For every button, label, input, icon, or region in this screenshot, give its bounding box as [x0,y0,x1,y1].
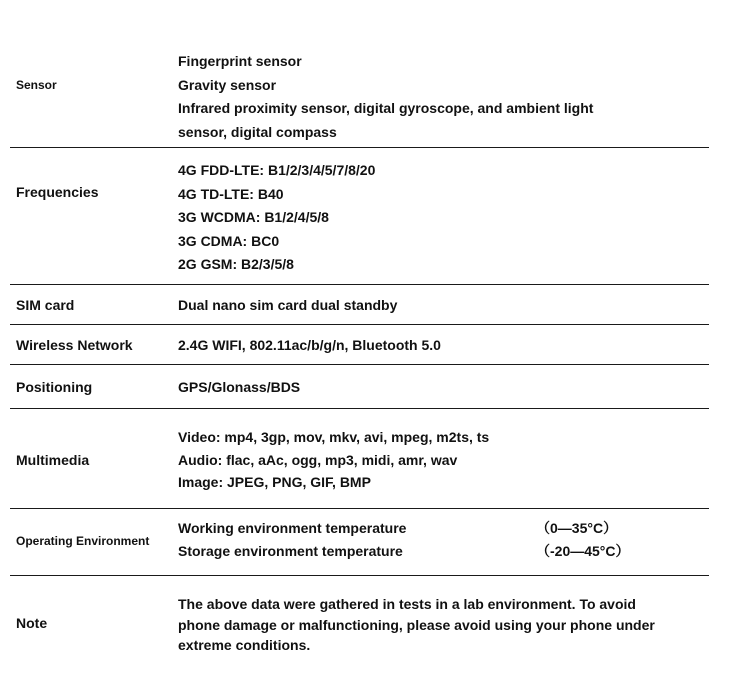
environment-range: （-20—45°C） [536,543,630,559]
spec-table [10,0,709,676]
environment-name: Working environment temperature [178,520,407,536]
spec-row-sim-card [10,285,709,325]
positioning-text: GPS/Glonass/BDS [178,379,301,395]
frequency-line: 2G GSM: B2/3/5/8 [178,256,294,272]
frequency-line: 4G TD-LTE: B40 [178,185,284,202]
spec-row-frequencies [10,148,709,285]
sensor-line: Infrared proximity sensor, digital gyroscope, and ambient light [178,100,594,116]
spec-value-positioning [178,378,701,396]
spec-row-note [10,576,709,676]
spec-label-positioning: Positioning [16,379,93,395]
environment-item [178,519,678,542]
spec-label-operating-environment: Operating Environment [16,534,150,548]
note-line: The above data were gathered in tests in a lab environment. To avoid [178,596,636,612]
environment-item [178,542,678,565]
spec-value-multimedia [178,426,701,494]
spec-row-wireless-network [10,325,709,365]
note-line: phone damage or malfunctioning, please avoid using your phone under [178,616,655,633]
multimedia-line: Video: mp4, 3gp, mov, mkv, avi, mpeg, m2ts, ts [178,429,490,445]
spec-value-wireless-network [178,336,701,354]
sensor-line: Fingerprint sensor [178,53,302,69]
spec-label-sensor: Sensor [16,78,57,92]
spec-row-sensor [10,0,709,148]
spec-value-sensor [178,50,701,144]
spec-label-sim-card: SIM card [16,297,75,313]
wireless-network-text: 2.4G WIFI, 802.11ac/b/g/n, Bluetooth 5.0 [178,337,441,353]
sim-card-text: Dual nano sim card dual standby [178,297,398,313]
environment-name: Storage environment temperature [178,543,403,559]
multimedia-line: Audio: flac, aAc, ogg, mp3, midi, amr, wav [178,451,458,468]
spec-row-positioning [10,365,709,409]
multimedia-line: Image: JPEG, PNG, GIF, BMP [178,474,371,490]
spec-label-note: Note [16,615,48,631]
spec-value-note [178,594,701,656]
sensor-line: Gravity sensor [178,76,277,93]
spec-value-operating-environment [178,519,678,565]
frequency-line: 3G WCDMA: B1/2/4/5/8 [178,209,329,225]
spec-value-frequencies [178,159,701,277]
spec-row-operating-environment [10,509,709,576]
spec-label-frequencies: Frequencies [16,184,99,200]
frequency-line: 3G CDMA: BC0 [178,232,280,249]
spec-row-multimedia [10,409,709,509]
spec-value-sim-card [178,296,701,314]
note-line: extreme conditions. [178,637,311,653]
spec-label-multimedia: Multimedia [16,452,90,468]
spec-label-wireless-network: Wireless Network [16,337,133,353]
sensor-line: sensor, digital compass [178,123,337,140]
frequency-line: 4G FDD-LTE: B1/2/3/4/5/7/8/20 [178,162,376,178]
environment-range: （0—35°C） [536,520,618,536]
